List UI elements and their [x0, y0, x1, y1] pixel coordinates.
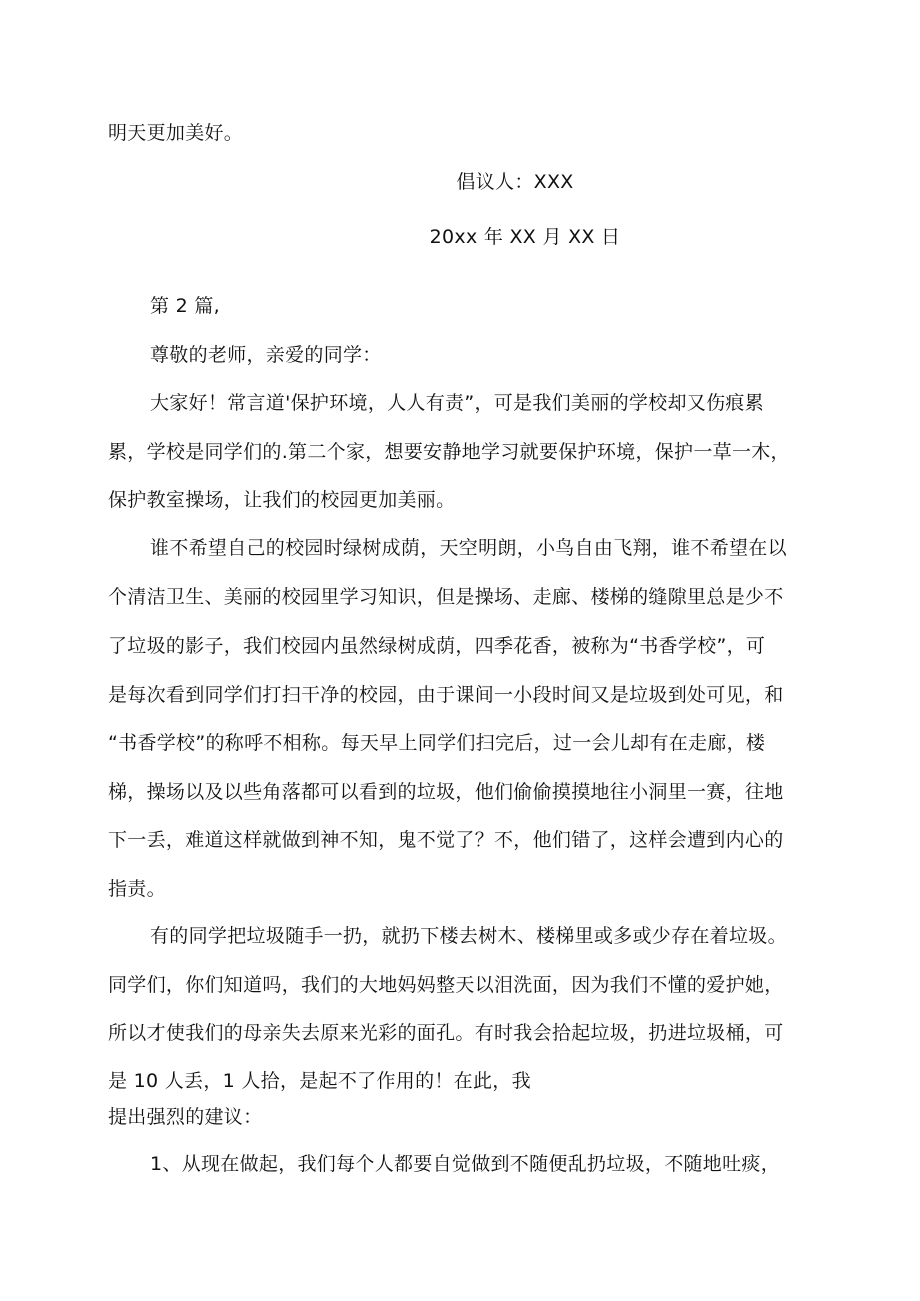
signature-date: 20xx 年 XX 月 XX 日 [429, 226, 621, 248]
paragraph-line: 大家好！常言道'保护环境，人人有责”，可是我们美丽的学校却又伤痕累 [150, 392, 764, 414]
paragraph-line: 了垃圾的影子，我们校园内虽然绿树成荫，四季花香，被称为“书香学校”，可 [108, 635, 766, 657]
paragraph-line: 有的同学把垃圾随手一扔，就扔下楼去树木、楼梯里或多或少存在着垃圾。 [150, 925, 787, 947]
paragraph-line: 同学们，你们知道吗，我们的大地妈妈整天以泪洗面，因为我们不懂的爱护她， [108, 974, 784, 996]
article-title: 第 2 篇, [150, 295, 221, 317]
closing-line: 明天更加美好。 [108, 122, 244, 144]
paragraph-line: “书香学校”的称呼不相称。每天早上同学们扫完后，过一会儿却有在走廊，楼 [108, 732, 766, 754]
paragraph-line: 梯，操场以及以些角落都可以看到的垃圾，他们偷偷摸摸地往小洞里一赛，往地 [108, 781, 784, 803]
paragraph-line: 保护教室操场，让我们的校园更加美丽。 [108, 489, 456, 511]
paragraph-line: 下一丢，难道这样就做到神不知，鬼不觉了？不，他们错了，这样会遭到内心的 [108, 829, 784, 851]
paragraph-line: 指责。 [108, 878, 166, 900]
paragraph-line: 所以才使我们的母亲失去原来光彩的面孔。有时我会拾起垃圾，扔进垃圾桶，可 [108, 1022, 784, 1044]
paragraph-line: 累，学校是同学们的.第二个家，想要安静地学习就要保护环境，保护一草一木， [108, 441, 790, 463]
salutation: 尊敬的老师，亲爱的同学： [150, 344, 382, 366]
signature-proposer: 倡议人：XXX [456, 171, 574, 193]
paragraph-line: 是 10 人丢，1 人拾，是起不了作用的！在此，我 [108, 1070, 531, 1092]
paragraph-line: 个清洁卫生、美丽的校园里学习知识，但是操场、走廊、楼梯的缝隙里总是少不 [108, 586, 784, 608]
paragraph-line: 是每次看到同学们打扫干净的校园，由于课间一小段时间又是垃圾到处可见，和 [108, 684, 784, 706]
paragraph-line: 1、从现在做起，我们每个人都要自觉做到不随便乱扔垃圾，不随地吐痰， [150, 1153, 780, 1175]
paragraph-line: 谁不希望自己的校园时绿树成荫，天空明朗，小鸟自由飞翔，谁不希望在以 [150, 537, 787, 559]
paragraph-line: 提出强烈的建议： [108, 1106, 263, 1128]
